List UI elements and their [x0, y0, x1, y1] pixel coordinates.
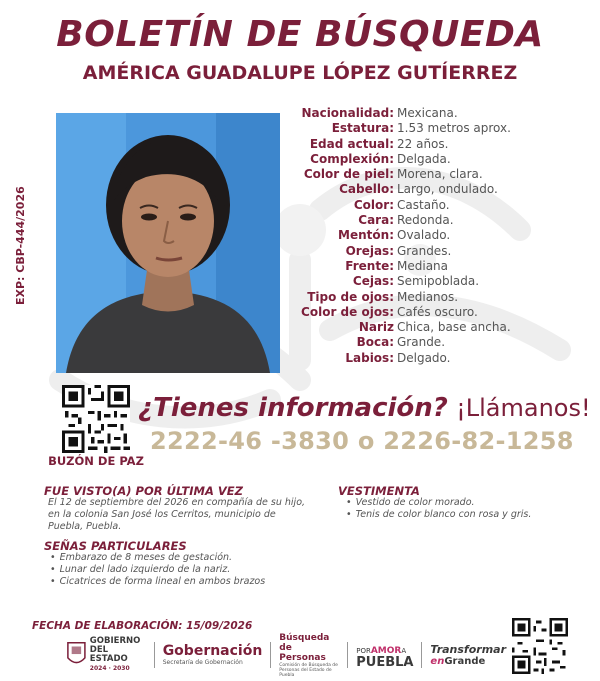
detail-row [290, 320, 590, 335]
detail-row [290, 335, 590, 350]
detail-value: Morena, clara. [397, 167, 483, 182]
detail-value: Cafés oscuro. [397, 304, 478, 319]
list-item: • Lunar del lado izquierdo de la nariz. [50, 564, 350, 576]
detail-label: Color de piel: [303, 167, 394, 182]
bulletin-title: BOLETÍN DE BÚSQUEDA [56, 14, 544, 55]
detail-row [290, 351, 590, 366]
detail-label: Labios: [345, 350, 394, 365]
detail-label: Complexión: [310, 151, 394, 166]
missing-person-photo [56, 113, 280, 373]
call-text: ¡Llámanos! [456, 394, 591, 422]
detail-row [290, 152, 590, 167]
detail-row [290, 182, 590, 197]
detail-row [290, 228, 590, 243]
gobernacion-sub: Secretaría de Gobernación [162, 659, 243, 666]
detail-row [290, 244, 590, 259]
a-text: A [401, 647, 407, 655]
gobernacion-logo [163, 637, 263, 673]
phone-numbers[interactable]: 2222-46 -3830 o 2226-82-1258 [150, 427, 574, 455]
detail-label: Frente: [345, 258, 394, 273]
detail-label: Tipo de ojos: [307, 289, 394, 304]
buzon-qr-code[interactable] [62, 385, 130, 453]
detail-value: Delgada. [397, 151, 451, 166]
detail-label: Cabello: [339, 182, 394, 197]
detail-label: Nariz [358, 320, 394, 335]
divider [421, 642, 422, 668]
busqueda-line2: de Personas [279, 642, 326, 663]
clothing-list [346, 497, 586, 521]
detail-label: Color: [353, 197, 394, 212]
info-question: ¿Tienes información? [138, 393, 448, 423]
en-text: en [430, 655, 445, 667]
detail-value: Chica, base ancha. [397, 320, 511, 335]
detail-row [290, 121, 590, 136]
list-item: • Vestido de color morado. [346, 497, 586, 509]
detail-value: Mexicana. [397, 106, 458, 120]
state-seal-icon [66, 640, 87, 670]
busqueda-line1: Búsqueda [279, 632, 330, 643]
detail-label: Cara: [358, 213, 394, 228]
detail-value: Mediana [397, 258, 448, 273]
detail-row [290, 106, 590, 121]
clothing-title: VESTIMENTA [338, 484, 420, 498]
footer-logos [66, 632, 507, 678]
divider [270, 642, 271, 668]
detail-value: Ovalado. [397, 228, 451, 243]
detail-row [290, 259, 590, 274]
detail-value: Grande. [397, 335, 446, 350]
detail-value: Semipoblada. [397, 274, 480, 289]
detail-label: Mentón: [338, 228, 394, 243]
detail-value: Medianos. [397, 289, 459, 304]
divider [154, 642, 155, 668]
list-item: • Tenis de color blanco con rosa y gris. [346, 509, 586, 521]
person-name: AMÉRICA GUADALUPE LÓPEZ GUTÍERREZ [82, 62, 518, 84]
detail-value: 1.53 metros aprox. [397, 121, 511, 136]
detail-label: Estatura: [331, 121, 394, 136]
detail-label: Color de ojos: [301, 304, 394, 319]
detail-label: Boca: [356, 335, 394, 350]
gob-line2: DEL ESTADO [89, 645, 128, 664]
detail-label: Nacionalidad: [301, 106, 394, 120]
elaboration-date: FECHA DE ELABORACIÓN: 15/09/2026 [32, 620, 253, 632]
detail-row [290, 167, 590, 182]
detail-label: Orejas: [345, 243, 394, 258]
detail-value: Castaño. [397, 197, 450, 212]
detail-row [290, 213, 590, 228]
detail-row [290, 290, 590, 305]
physical-description [290, 106, 590, 366]
transformar-logo [430, 637, 506, 673]
last-seen-title: FUE VISTO(A) POR ÚLTIMA VEZ [44, 484, 243, 498]
exp-code: EXP: CBP-444/2026 [14, 186, 27, 305]
amor-text: AMOR [370, 646, 402, 656]
puebla-text: PUEBLA [356, 655, 414, 670]
busqueda-sub: Comisión de Búsqueda de Personas del Estado de Puebla [279, 662, 338, 678]
info-question-line [138, 393, 598, 423]
detail-value: 22 años. [397, 136, 449, 151]
list-item: • Embarazo de 8 meses de gestación. [50, 552, 350, 564]
transformar-text: Transformar [430, 642, 507, 656]
detail-value: Redonda. [397, 213, 454, 228]
grande-text: Grande [444, 655, 486, 667]
detail-value: Delgado. [397, 350, 451, 365]
detail-row [290, 305, 590, 320]
gobernacion-name: Gobernación [162, 643, 263, 659]
detail-row [290, 274, 590, 289]
buzon-label: BUZÓN DE PAZ [48, 454, 144, 468]
detail-value: Largo, ondulado. [397, 182, 498, 197]
detail-row [290, 137, 590, 152]
por-text: POR [356, 647, 371, 655]
detail-label: Cejas: [352, 274, 394, 289]
detail-row [290, 198, 590, 213]
last-seen-text: El 12 de septiembre del 2026 en compañía de su hijo, en la colonia San José los Cerritos, municipio de Puebla, Puebla. [48, 497, 306, 532]
divider [347, 642, 348, 668]
busqueda-personas-logo [279, 632, 339, 678]
footer-qr-code[interactable] [512, 618, 568, 674]
detail-value: Grandes. [397, 243, 452, 258]
gob-line1: GOBIERNO [89, 636, 141, 646]
gobierno-estado-logo [66, 637, 146, 673]
list-item: • Cicatrices de forma lineal en ambos brazos [50, 576, 350, 588]
por-amor-puebla-logo [356, 637, 413, 673]
detail-label: Edad actual: [309, 136, 394, 151]
marks-list [50, 552, 350, 588]
gob-years: 2024 · 2030 [89, 665, 130, 672]
marks-title: SEÑAS PARTICULARES [44, 539, 187, 553]
